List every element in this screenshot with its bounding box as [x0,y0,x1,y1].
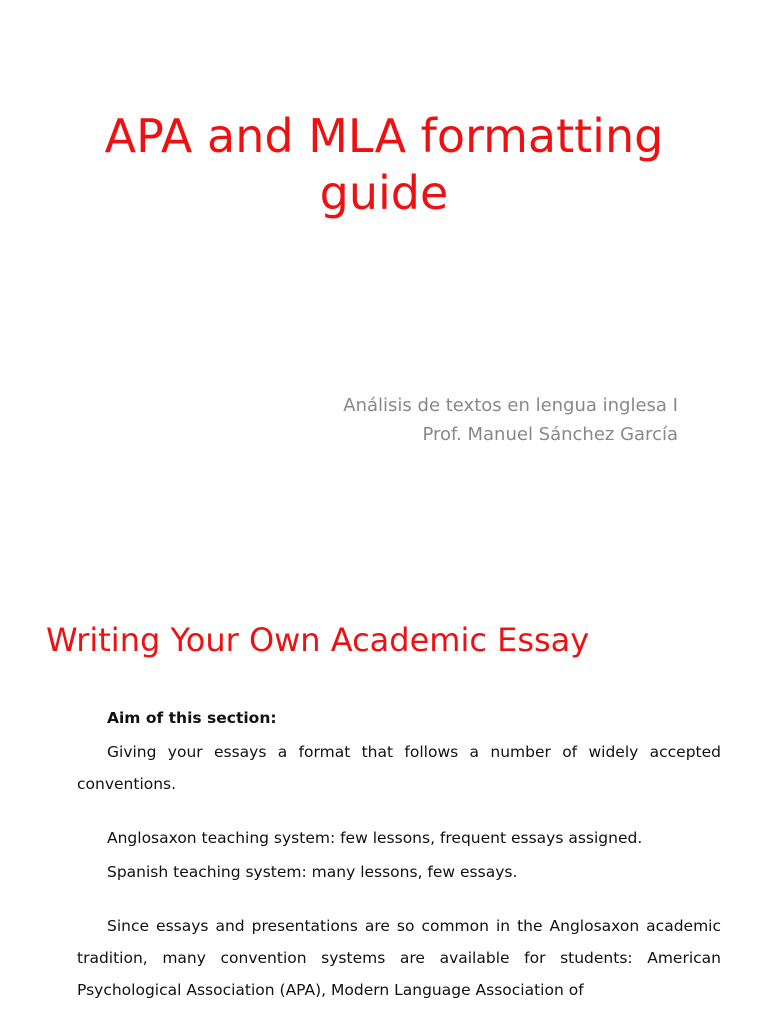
paragraph-spanish: Spanish teaching system: many lessons, few essays. [107,863,518,881]
content-slide [0,576,768,1024]
paragraph-conventions: Since essays and presentations are so common in the Anglosaxon academic tradition, many convention systems are available for students: American Psychological Association (APA), Modern Language Association of [77,917,721,999]
slide-body [77,702,721,1006]
aim-label: Aim of this section: [107,709,277,727]
section-heading: Writing Your Own Academic Essay [46,621,590,659]
paragraph-aim: Giving your essays a format that follows a number of widely accepted conventions. [77,743,721,793]
paragraph-anglosaxon: Anglosaxon teaching system: few lessons, frequent essays assigned. [107,829,643,847]
main-title: APA and MLA formatting guide [104,109,664,220]
professor-name: Prof. Manuel Sánchez García [422,424,678,445]
course-name: Análisis de textos en lengua inglesa I [343,395,678,416]
subtitle [178,391,678,449]
